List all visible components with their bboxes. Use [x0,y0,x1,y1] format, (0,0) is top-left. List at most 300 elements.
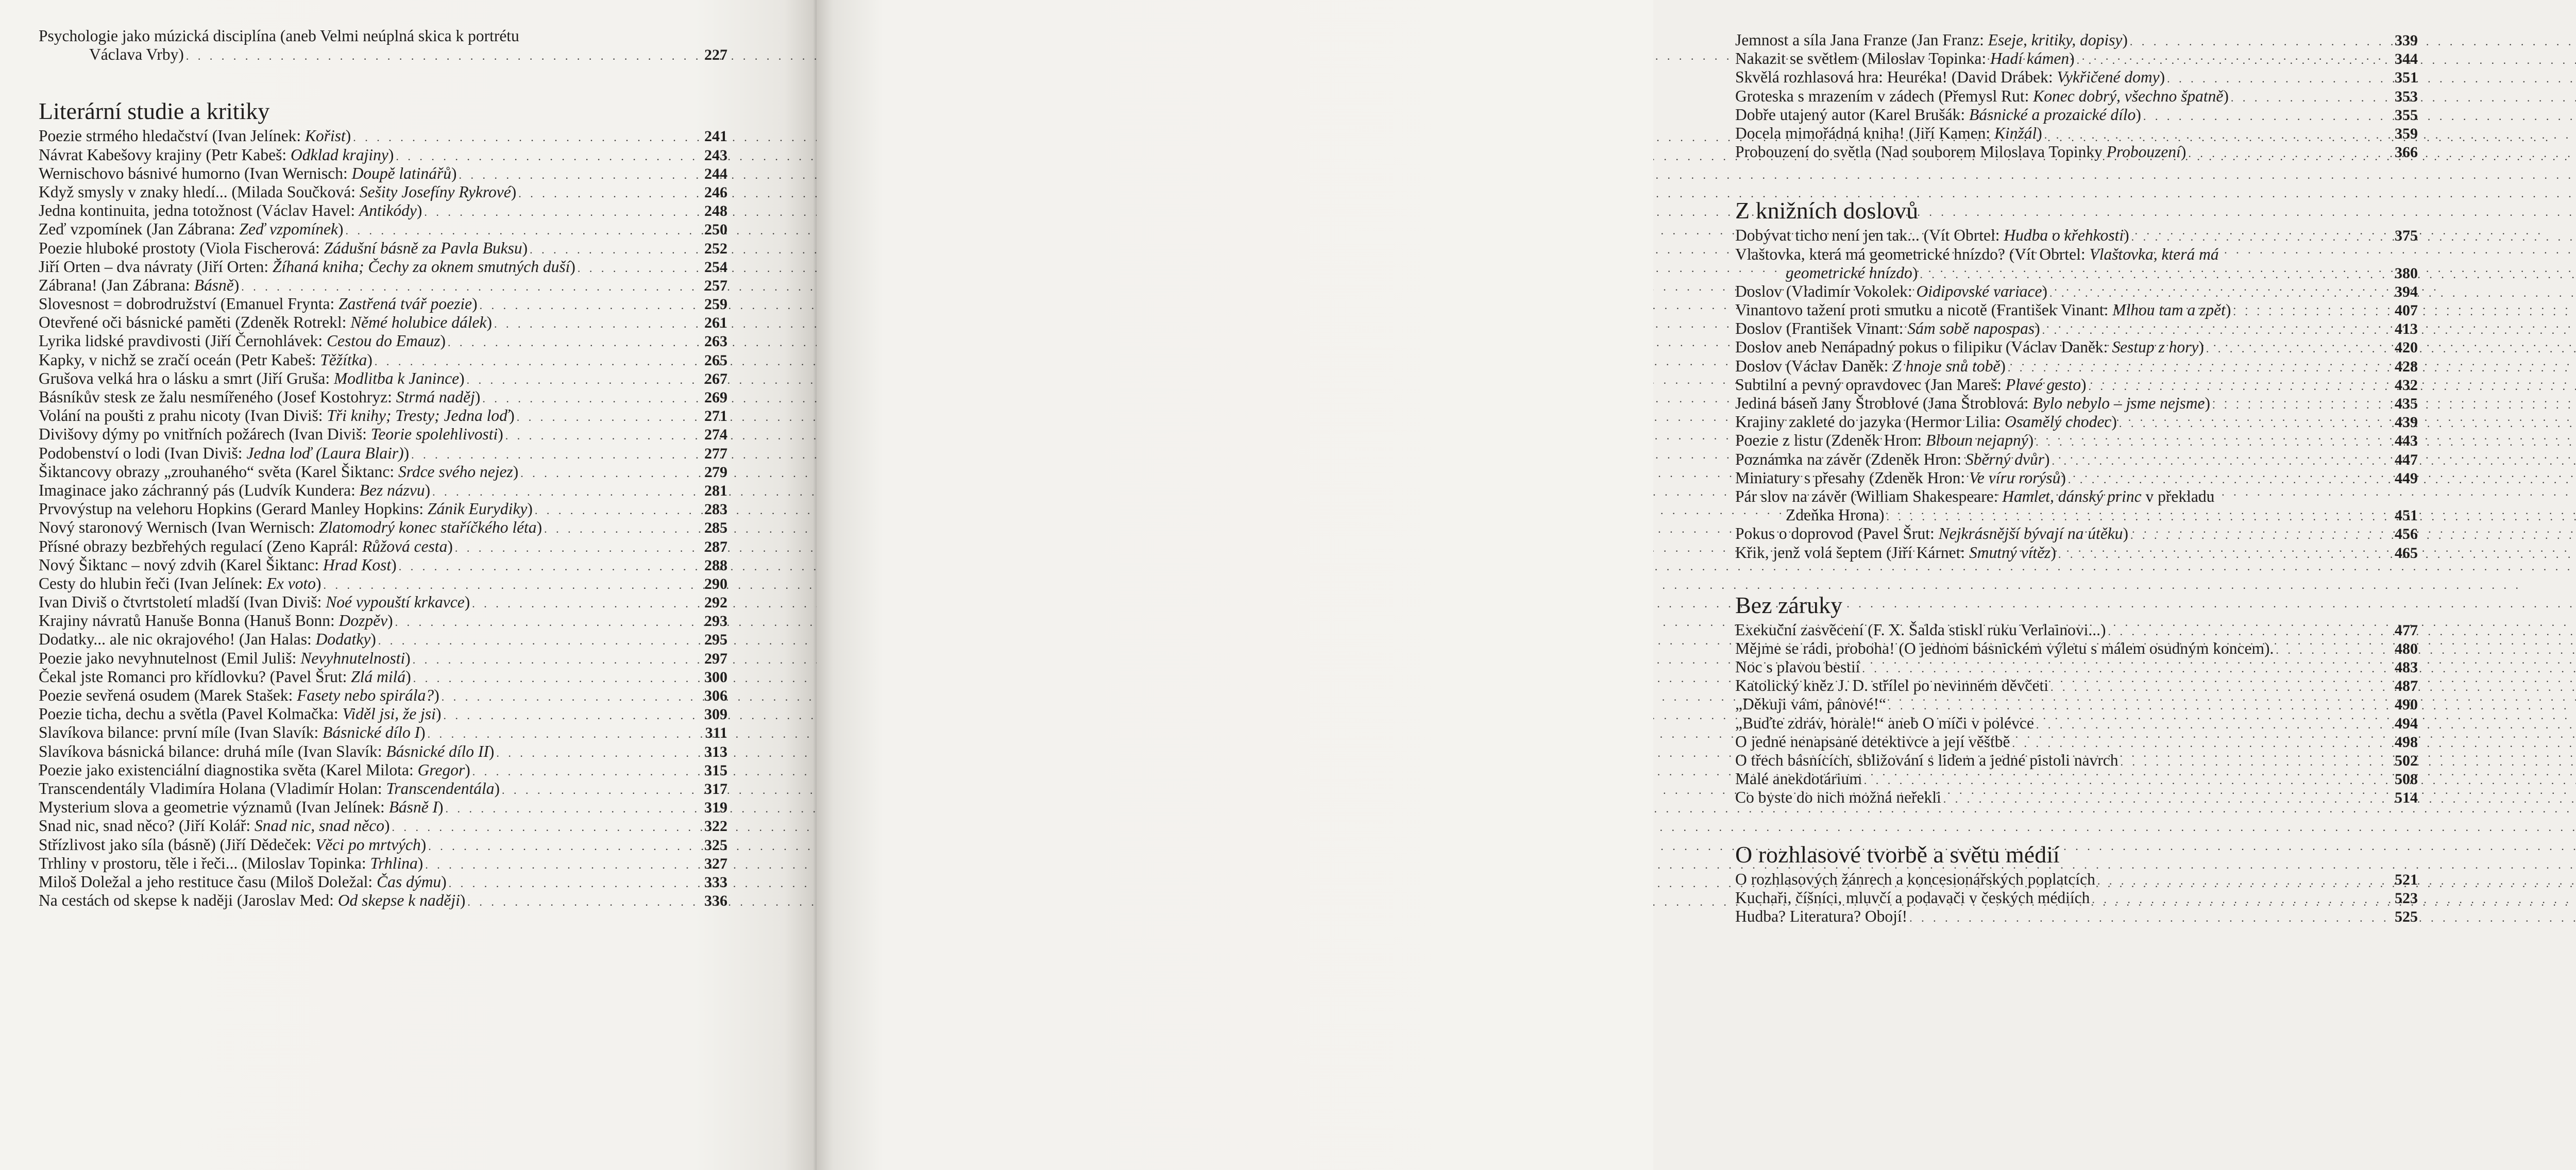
toc-entry-author: „Buďte zdráv, horale!“ aneb O míči v polévce [1735,714,2034,732]
toc-entry-title: Růžová cesta [362,537,448,555]
dot-leader [439,688,700,706]
toc-entry-text: Zdeňka Hrona) [1786,506,1885,524]
page-number: 295 [704,631,727,649]
toc-entry-author: Poezie jako nevyhnutelnost (Emil Juliš: [39,649,301,667]
toc-entry-text-after: ) [2044,450,2050,468]
dot-leader [470,595,700,613]
toc-entry-line [1735,487,2418,506]
dot-leader [503,427,700,445]
toc-entry-title: Teorie spolehlivosti [370,425,498,444]
dot-leader [426,725,701,743]
toc-entry [1735,124,2418,143]
dot-leader [351,128,700,147]
toc-entry-author: Poezie sevřená osudem (Marek Stašek: [39,686,297,704]
toc-entry [1735,338,2418,357]
page-number: 420 [2395,339,2418,357]
page-number: 502 [2395,752,2418,769]
section-heading: Literární studie a kritiky [39,98,270,125]
toc-entry [39,705,727,723]
toc-entry-text [1735,49,2075,68]
toc-entry-text [1735,87,2229,106]
toc-entry-author: Transcendentály Vladimíra Holana (Vladimír Holan: [39,779,386,798]
toc-entry-text-after: ) [337,220,344,239]
toc-entry-text [1735,106,2141,124]
toc-entry-title: Básně [194,276,234,294]
toc-entry-title: Nejkrásnější bývají na útěku [1938,524,2123,543]
toc-entry-text-after: ) [513,462,519,481]
dot-leader [393,613,700,632]
toc-entry [39,854,727,873]
toc-entry-title: Zánik Eurydiky [428,500,528,518]
dot-leader [2274,641,2391,659]
toc-entry-two-line [39,27,727,64]
toc-entry-text [39,593,470,612]
toc-entry-text-after: ) [434,686,439,704]
page-number: 259 [704,296,727,313]
toc-entry-text [39,705,441,723]
toc-entry-title: Žíhaná kniha; Čechy za oknem smutných duší [273,257,570,276]
toc-entry [1735,357,2418,376]
toc-entry [39,146,727,164]
toc-entry-text-after: ) [403,444,410,462]
toc-entry-author: Poezie strmého hledačství (Ivan Jelínek: [39,127,305,145]
toc-list [1735,870,2418,926]
toc-entry [1735,143,2418,161]
page-number: 227 [704,46,727,64]
toc-entry-author: Doslov (František Vinant: [1735,319,1908,338]
toc-entry-text [1735,301,2231,319]
toc-entry-text-after: ) [2198,338,2204,357]
page-number: 435 [2395,395,2418,412]
toc-entry-text-after: ) [494,779,500,798]
dot-leader [2006,359,2391,377]
toc-entry-text [1735,714,2034,733]
page-number: 490 [2395,696,2418,714]
toc-entry [39,351,727,369]
section-heading: Bez záruky [1735,591,1843,618]
toc-entry-author: Jiří Orten – dva návraty (Jiří Orten: [39,257,273,276]
toc-entry-author: Podobenství o lodi (Ivan Diviš: [39,444,247,462]
page-number: 514 [2395,789,2418,807]
dot-leader [2066,470,2391,489]
toc-entry-author: Probouzení do světla (Nad souborem Miloslava Topinky [1735,143,2107,161]
dot-leader [446,333,700,352]
toc-entry [1735,733,2418,751]
toc-entry-author: Doslov aneb Nenápadný pokus o filipiku (Václav Daněk: [1735,338,2112,357]
toc-entry-text [39,761,470,779]
toc-entry-title: Hrad Kost [323,555,392,574]
page-number: 288 [704,556,727,574]
dot-leader [444,800,700,818]
page-number: 413 [2395,320,2418,338]
page-number: 353 [2395,88,2418,105]
toc-entry [1735,394,2418,413]
toc-entry [1735,469,2418,487]
toc-entry-text [1735,282,2047,301]
toc-entry-two-line [1735,487,2418,524]
dot-leader [470,762,700,781]
toc-entry [1735,106,2418,124]
page-number: 351 [2395,69,2418,87]
toc-entry-text [39,836,426,854]
toc-entry-text: Vlaštovka, která má geometrické hnízdo? (Vít Obrtel: [1735,245,2090,263]
toc-entry-text [1735,376,2086,394]
toc-entry-author: Noc s plavou bestií [1735,658,1860,676]
toc-entry-text-after: ) [417,854,423,872]
toc-entry-title: Básnické a prozaické dílo [1969,105,2136,124]
toc-entry [1735,226,2418,245]
toc-entry [39,817,727,835]
toc-entry [1735,319,2418,338]
toc-entry-text-after: ) [440,332,446,350]
toc-entry [39,798,727,817]
page-number: 327 [704,855,727,872]
toc-entry-text-after: ) [2223,87,2229,105]
toc-entry-text [1735,338,2204,357]
toc-entry-text [39,239,528,258]
toc-entry-title: Transcendentála [386,779,495,798]
toc-entry-title: Sběrný dvůr [1965,450,2045,468]
toc-entry-text [1735,788,1941,807]
toc-entry-author: Doslov (Václav Daněk: [1735,357,1893,375]
left-page [0,0,817,1170]
page-number: 322 [704,818,727,835]
dot-leader [2034,716,2391,734]
toc-list [39,127,727,910]
toc-entry-text [1735,733,2010,751]
toc-entry-text-after: ) [447,537,453,555]
page-number: 261 [704,314,727,332]
toc-entry-text-after: ) [2080,375,2087,394]
toc-entry-title: Vykřičené domy [2057,68,2160,87]
toc-entry [39,630,727,649]
toc-entry-author: Vinantovo tažení proti smutku a nicotě (František Vinant: [1735,301,2113,319]
toc-entry [39,388,727,406]
dot-leader [2128,32,2391,51]
dot-leader [426,837,700,856]
page-number: 523 [2395,889,2418,907]
toc-entry-author: Jediná báseň Jany Štroblové (Jana Štroblová: [1735,394,2033,412]
page-number: 407 [2395,302,2418,319]
toc-entry [1735,621,2418,639]
toc-entry-text [1735,319,2040,338]
toc-entry-text-after: ) [2205,394,2211,412]
page-number: 375 [2395,227,2418,245]
right-page [817,0,2418,1170]
toc-entry-author: Subtilní a pevný opravdovec (Jan Mareš: [1735,375,2006,394]
toc-list [1735,621,2418,807]
toc-entry-text [1735,907,1907,926]
toc-entry-text [1735,469,2066,487]
toc-entry-text-after: ) [459,369,465,387]
toc-entry-text [39,612,393,630]
toc-list [1735,282,2418,487]
toc-entry-title: Doupě latinářů [351,164,451,182]
page-number: 279 [704,463,727,481]
toc-entry-text [39,164,456,183]
dot-leader [1885,507,2391,526]
toc-entry [39,258,727,276]
toc-entry-text-after: ) [435,705,442,723]
dot-leader [2210,396,2391,414]
page-number: 246 [704,183,727,201]
toc-entry-title: Vlaštovka, která má [2089,245,2219,263]
toc-entry-title: Noé vypouští krkavce [326,593,465,612]
dot-leader [2090,890,2391,909]
section-heading: Z knižních doslovů [1735,197,1919,224]
toc-entry-title: Mlhou tam a zpět [2112,301,2226,319]
toc-entry [39,500,727,518]
toc-entry-text-after: ) [2042,282,2047,300]
toc-entry [39,444,727,463]
toc-entry [1735,658,2418,676]
toc-entry-title: Blboun nejapný [1926,431,2028,450]
toc-entry-title: Srdce svého nejez [398,462,513,481]
page-number: 283 [704,501,727,518]
toc-entry-text [1735,357,2006,376]
dot-leader [2128,526,2391,545]
toc-entry [39,276,727,295]
toc-entry-title: Hudba o křehkosti [2004,226,2124,245]
toc-entry [39,313,727,332]
dot-leader [397,557,700,576]
toc-entry-text-after: ) [405,649,411,667]
toc-entry-author: O třech básnících, sbližování s lidem a jedné pistoli navrch [1735,751,2119,769]
dot-leader [542,520,700,538]
toc-entry-author: Doslov (Vladimír Vokolek: [1735,282,1917,300]
toc-entry-text [1735,751,2119,770]
toc-entry-author: Poezie hluboké prostoty (Viola Fischerová: [39,239,324,257]
page-number: 456 [2395,525,2418,543]
right-toc-column [1735,31,2418,926]
toc-entry-author: O jedné nenapsané detektivce a její věštbě [1735,732,2010,751]
page-number: 333 [704,873,727,891]
toc-entry-author: Miloš Doležal a jeho restituce času (Miloš Doležal: [39,872,377,891]
dot-leader [2117,414,2391,433]
section-heading: O rozhlasové tvorbě a světu médií [1735,841,2060,868]
toc-entry-author: Miniatury s přesahy (Zdeněk Hron: [1735,468,1970,487]
page-number: 508 [2395,771,2418,788]
toc-entry [39,537,727,556]
dot-leader [411,651,700,669]
toc-entry-text [39,351,372,369]
toc-entry-text-after: ) [464,593,470,612]
dot-leader [2231,302,2391,321]
dot-leader [478,296,700,315]
page-number: 449 [2395,469,2418,487]
toc-entry-text-after: ) [387,612,393,630]
dot-leader [2106,622,2391,641]
toc-entry-title: Snad nic, snad něco [255,817,384,835]
toc-entry-author: Poznámka na závěr (Zdeněk Hron: [1735,450,1965,468]
toc-entry-text [1735,431,2033,450]
toc-entry [1735,907,2418,926]
toc-entry-title: Nevyhnutelnosti [300,649,405,667]
toc-entry-author: Lyrika lidské pravdivosti (Jiří Černohlávek: [39,332,327,350]
toc-entry [1735,770,2418,788]
toc-entry [1735,376,2418,394]
toc-entry-text [39,313,492,332]
toc-entry [1735,889,2418,907]
toc-entry-text [39,295,478,313]
page-number: 274 [704,426,727,444]
dot-leader [480,389,700,408]
toc-entry-text [39,425,503,444]
toc-entry-text-after: ) [420,835,427,854]
toc-entry [1735,282,2418,301]
toc-entry-text [1735,31,2128,49]
toc-entry-text [39,127,351,145]
toc-entry-author: Skvělá rozhlasová hra: Heuréka! (David Drábek: [1735,68,2057,87]
toc-entry-title: Kořist [304,127,346,145]
toc-entry-author: Na cestách od skepse k naději (Jaroslav Med: [39,891,338,910]
toc-entry-title: Konec dobrý, všechno špatně [2033,87,2224,105]
dot-leader [1862,771,2391,790]
toc-entry-text [1735,770,1862,788]
page-number: 480 [2395,640,2418,657]
dot-leader [494,744,700,762]
toc-entry-title: Kinžál [1994,124,2037,142]
left-toc-column [39,27,727,910]
dot-leader [518,464,700,483]
page-number: 257 [704,277,727,294]
dot-leader [2204,340,2391,358]
toc-list [1735,226,2418,245]
toc-entry-text-after: ) [472,295,478,313]
toc-entry-author: O rozhlasových žánrech a koncesionářských poplatcích [1735,870,2095,888]
toc-entry-title: Eseje, kritiky, dopisy [1988,31,2123,49]
toc-entry-text [39,220,343,239]
toc-entry-text-after: ) [345,127,351,145]
toc-entry-text [1735,524,2128,543]
toc-entry-author: Dobře utajený autor (Karel Brušák: [1735,105,1969,124]
toc-entry-author: Snad nic, snad něco? (Jiří Kolář: [39,817,255,835]
toc-entry-text [39,873,447,891]
page-number: 432 [2395,376,2418,394]
page-number: 380 [2395,264,2418,282]
toc-entry-text [1735,889,2090,907]
page-number: 271 [704,408,727,425]
toc-entry-title: Zeď vzpomínek [239,220,338,239]
toc-entry-author: Zábrana! (Jan Zábrana: [39,276,194,294]
toc-entry-text-after: ) [370,630,376,649]
toc-entry-title: Cestou do Emauz [327,332,440,350]
toc-entry-text [39,201,422,220]
toc-entry-text [1735,695,1886,714]
toc-entry-title: Trhlina [370,854,418,872]
toc-entry-title: geometrické hnízdo [1786,263,1912,282]
toc-entry-text-after: ) [367,350,372,369]
toc-entry-text [39,630,376,649]
toc-entry-title: Zlatomodrý konec staříčkého léta [319,518,537,537]
toc-entry-author: Jemnost a síla Jana Franze (Jan Franz: [1735,31,1988,49]
toc-entry-text-after: ) [2123,524,2128,543]
dot-leader [2047,284,2391,302]
toc-entry-title: Od skepse k naději [337,891,460,910]
toc-entry-text [39,369,465,388]
dot-leader [500,781,700,800]
page-number: 265 [704,351,727,369]
page-number: 521 [2395,871,2418,888]
page-number: 277 [704,445,727,462]
dot-leader [465,371,700,389]
toc-entry-author: Návrat Kabešovy krajiny (Petr Kabeš: [39,145,291,164]
dot-leader [453,539,700,557]
toc-entry-text [39,817,389,835]
toc-entry [39,723,727,742]
toc-entry-author: Wernischovo básnivé humorno (Ivan Wernisch: [39,164,352,182]
toc-entry-text-after: ) [2159,68,2165,87]
page-number: 313 [704,743,727,760]
page-number: 355 [2395,106,2418,124]
toc-entry-title: Dodatky [315,630,371,649]
dot-leader [2186,144,2391,163]
toc-entry-title: Viděl jsi, že jsi [342,705,436,723]
toc-entry-text [39,406,515,425]
page-number: 451 [2395,507,2418,524]
page-number: 267 [704,370,727,387]
toc-entry-author: Kuchaři, číšníci, mluvčí a podavači v českých médiích [1735,888,2090,907]
toc-entry-text-after: ) [438,798,444,817]
toc-entry-text-after: ) [2000,357,2006,375]
toc-entry-author: Co byste do nich možná neřekli [1735,788,1941,807]
dot-leader [184,47,700,65]
toc-entry-author: Nakazit se světlem (Miloslav Topinka: [1735,49,1990,68]
page-number: 325 [704,836,727,854]
toc-entry [1735,751,2418,770]
toc-entry [1735,413,2418,431]
page-number: 309 [704,706,727,723]
toc-entry-text-after: ) [527,500,533,518]
dot-leader [2048,678,2391,697]
toc-entry-author: Přísné obrazy bezbřehých regulací (Zeno Kaprál: [39,537,362,555]
page-number: 394 [2395,283,2418,300]
toc-entry-text [39,537,453,556]
toc-entry-author: Divišovy dýmy po vnitřních požárech (Ivan Diviš: [39,425,371,444]
toc-entry-author: Otevřené oči básnické paměti (Zdeněk Rotrekl: [39,313,351,332]
toc-entry-title: Modlitba k Janince [333,369,460,387]
page-number: 311 [705,724,727,742]
toc-entry-author: Zeď vzpomínek (Jan Zábrana: [39,220,240,239]
dot-leader [343,222,700,240]
toc-entry-text-after: ) [2050,543,2056,562]
toc-entry-author: Slovesnost = dobrodružství (Emanuel Frynta: [39,295,339,313]
toc-entry-text [39,742,494,761]
page-number: 447 [2395,451,2418,468]
page-number: 285 [704,519,727,537]
dot-leader [2119,753,2391,771]
toc-entry-title: Čas dýmu [377,872,442,891]
toc-entry-text [1735,544,2056,562]
toc-entry [39,668,727,686]
toc-entry-title: Antikódy [359,201,417,220]
page-number: 254 [704,258,727,276]
page-number: 483 [2395,659,2418,676]
toc-entry [39,779,727,798]
toc-entry-author: Poezie jako existenciální diagnostika světa (Karel Milota: [39,760,418,779]
dot-leader [2042,126,2391,144]
page-number: 315 [704,761,727,779]
toc-entry-text-after: ) [388,145,394,164]
dot-leader [2129,228,2391,246]
toc-entry [39,649,727,668]
page-number: 319 [704,799,727,817]
toc-entry-author: Slavíkova bilance: první míle (Ivan Slavík: [39,723,323,742]
toc-entry [1735,544,2418,562]
toc-entry [39,425,727,444]
toc-entry-title: Jedna loď (Laura Blair) [246,444,404,462]
page-number: 359 [2395,125,2418,142]
